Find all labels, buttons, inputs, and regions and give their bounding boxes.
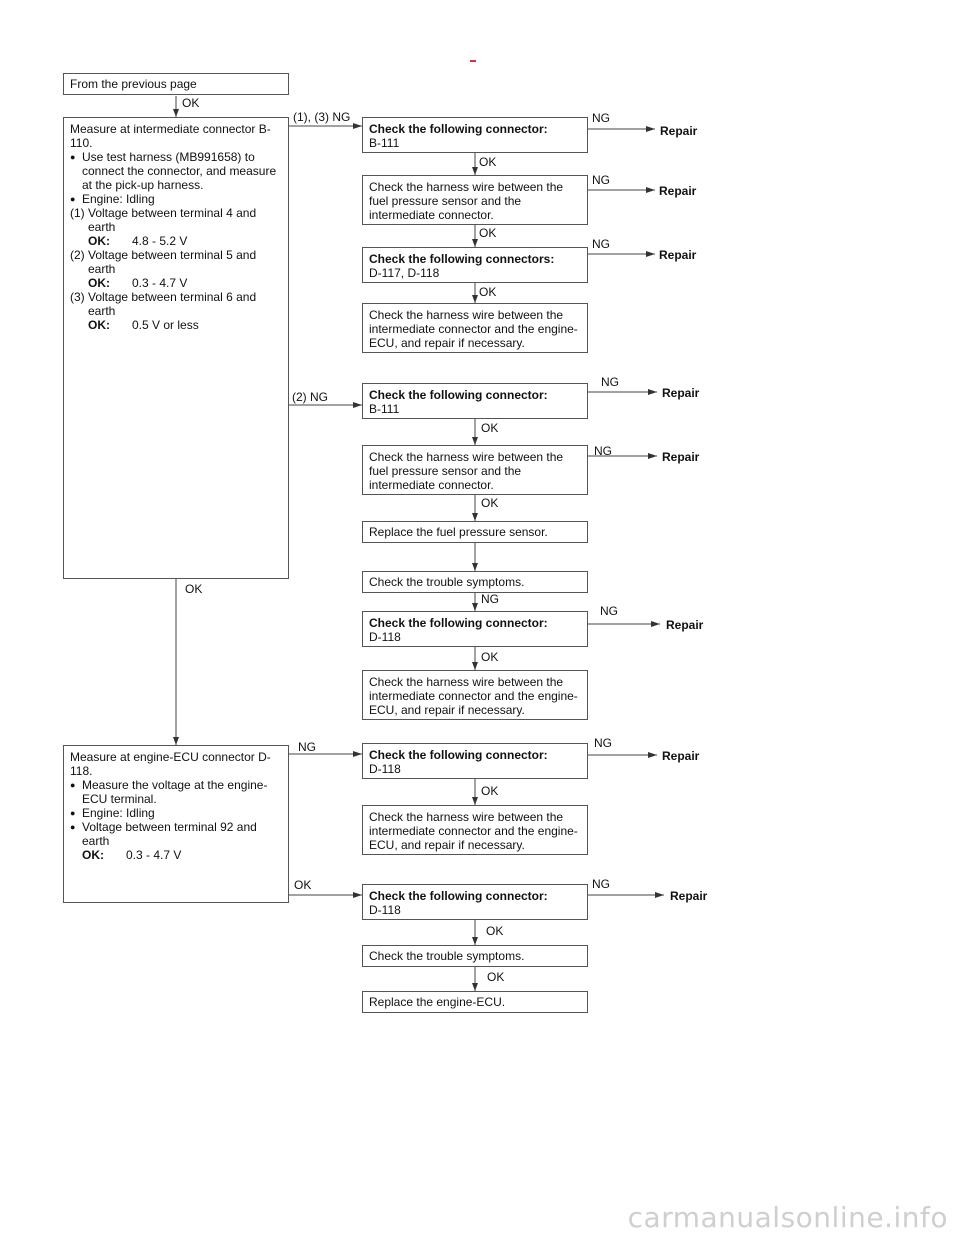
ok-label: OK xyxy=(481,650,499,664)
arrow-down-icon xyxy=(472,437,478,445)
ok-label: OK xyxy=(294,878,312,892)
check-trouble-symptoms-box: Check the trouble symptoms. xyxy=(362,945,588,967)
watermark: carmanualsonline.info xyxy=(627,1201,948,1234)
ng-label: NG xyxy=(298,740,316,754)
ng-label: NG xyxy=(481,592,499,606)
arrow-right-icon xyxy=(353,402,362,408)
measure-b110-ok: OK: 0.5 V or less xyxy=(88,318,199,332)
arrow-down-icon xyxy=(472,239,478,247)
arrow-down-icon xyxy=(472,603,478,611)
measure-b110-ok: OK: 0.3 - 4.7 V xyxy=(88,276,188,290)
replace-fuel-pressure-sensor-box: Replace the fuel pressure sensor. xyxy=(362,521,588,543)
measure-b110-bullet: ● Use test harness (MB991658) to connect the connector, and measure at the pick-up harness. xyxy=(70,150,282,192)
measure-d118-bullet: ● Voltage between terminal 92 and earth xyxy=(70,820,282,848)
arrow-right-icon xyxy=(651,621,660,627)
ok-label: OK xyxy=(487,970,505,984)
from-previous-page-box xyxy=(63,73,289,95)
arrow-right-icon xyxy=(648,752,657,758)
check-connector-d118-box: Check the following connector: D-118 xyxy=(362,743,588,779)
repair-label: Repair xyxy=(670,889,708,903)
check-harness-ecu-box: Check the harness wire between the intermediate connector and the engine-ECU, and repair if necessary. xyxy=(362,670,588,720)
check-connector-b111-box: Check the following connector: B-111 xyxy=(362,383,588,419)
repair-label: Repair xyxy=(659,184,697,198)
measure-d118-bullet: ● Measure the voltage at the engine-ECU terminal. xyxy=(70,778,282,806)
ng-label: NG xyxy=(594,736,612,750)
ng-label: NG xyxy=(601,375,619,389)
arrow-down-icon xyxy=(472,167,478,175)
measure-d118-bullet: ● Engine: Idling xyxy=(70,806,282,820)
check-connector-d118-box: Check the following connector: D-118 xyxy=(362,884,588,920)
ok-label: OK xyxy=(481,496,499,510)
measure-b110-box xyxy=(63,117,289,579)
measure-d118-ok: OK: 0.3 - 4.7 V xyxy=(82,848,182,862)
repair-label: Repair xyxy=(662,386,700,400)
arrow-down-icon xyxy=(472,797,478,805)
arrow-down-icon xyxy=(472,937,478,945)
ng-label: NG xyxy=(600,604,618,618)
check-harness-sensor-box: Check the harness wire between the fuel pressure sensor and the intermediate connector. xyxy=(362,175,588,225)
arrow-down-icon xyxy=(173,109,179,117)
ng-label: NG xyxy=(592,237,610,251)
replace-engine-ecu-box: Replace the engine-ECU. xyxy=(362,991,588,1013)
arrow-down-icon xyxy=(472,563,478,571)
ok-label: OK xyxy=(185,582,203,596)
ok-label: OK xyxy=(479,285,497,299)
measure-d118-title: Measure at engine-ECU connector D-118. xyxy=(70,750,271,778)
arrow-down-icon xyxy=(472,513,478,521)
ok-label: OK xyxy=(182,96,200,110)
repair-label: Repair xyxy=(662,450,700,464)
ok-label: OK xyxy=(486,924,504,938)
arrow-right-icon xyxy=(646,126,655,132)
arrow-right-icon xyxy=(646,187,655,193)
check-harness-sensor-box: Check the harness wire between the fuel pressure sensor and the intermediate connector. xyxy=(362,445,588,495)
ng-2-label: (2) NG xyxy=(292,390,328,404)
ok-label: OK xyxy=(481,421,499,435)
repair-label: Repair xyxy=(666,618,704,632)
measure-b110-item: (1) Voltage between terminal 4 and earth xyxy=(70,206,257,234)
arrow-right-icon xyxy=(353,751,362,757)
arrow-right-icon xyxy=(648,389,657,395)
arrow-right-icon xyxy=(648,453,657,459)
arrow-down-icon xyxy=(472,295,478,303)
arrow-right-icon xyxy=(655,892,664,898)
from-previous-page-text: From the previous page xyxy=(70,77,197,91)
measure-b110-bullet: ● Engine: Idling xyxy=(70,192,282,206)
ng-label: NG xyxy=(592,111,610,125)
measure-b110-item: (3) Voltage between terminal 6 and earth xyxy=(70,290,257,318)
ok-label: OK xyxy=(481,784,499,798)
repair-label: Repair xyxy=(660,124,698,138)
arrow-down-icon xyxy=(472,983,478,991)
measure-b110-ok: OK: 4.8 - 5.2 V xyxy=(88,234,188,248)
ok-label: OK xyxy=(479,155,497,169)
check-harness-ecu-box: Check the harness wire between the intermediate connector and the engine-ECU, and repair if necessary. xyxy=(362,805,588,855)
measure-b110-item: (2) Voltage between terminal 5 and earth xyxy=(70,248,257,276)
check-harness-ecu-box: Check the harness wire between the intermediate connector and the engine-ECU, and repair if necessary. xyxy=(362,303,588,353)
arrow-down-icon xyxy=(173,737,179,745)
check-connector-b111-box: Check the following connector: B-111 xyxy=(362,117,588,153)
arrow-right-icon xyxy=(646,251,655,257)
repair-label: Repair xyxy=(659,248,697,262)
repair-label: Repair xyxy=(662,749,700,763)
ng-label: NG xyxy=(592,173,610,187)
ng-1-3-label: (1), (3) NG xyxy=(293,110,351,124)
arrow-right-icon xyxy=(353,123,362,129)
ng-label: NG xyxy=(594,444,612,458)
check-connector-d118-box: Check the following connector: D-118 xyxy=(362,611,588,647)
arrow-down-icon xyxy=(472,662,478,670)
check-trouble-symptoms-box: Check the trouble symptoms. xyxy=(362,571,588,593)
measure-d118-box xyxy=(63,745,289,903)
red-mark xyxy=(470,60,476,62)
ng-label: NG xyxy=(592,877,610,891)
ok-label: OK xyxy=(479,226,497,240)
arrow-right-icon xyxy=(353,892,362,898)
check-connectors-d117-d118-box: Check the following connectors: D-117, D-118 xyxy=(362,247,588,283)
measure-b110-title: Measure at intermediate connector B-110. xyxy=(70,122,271,150)
